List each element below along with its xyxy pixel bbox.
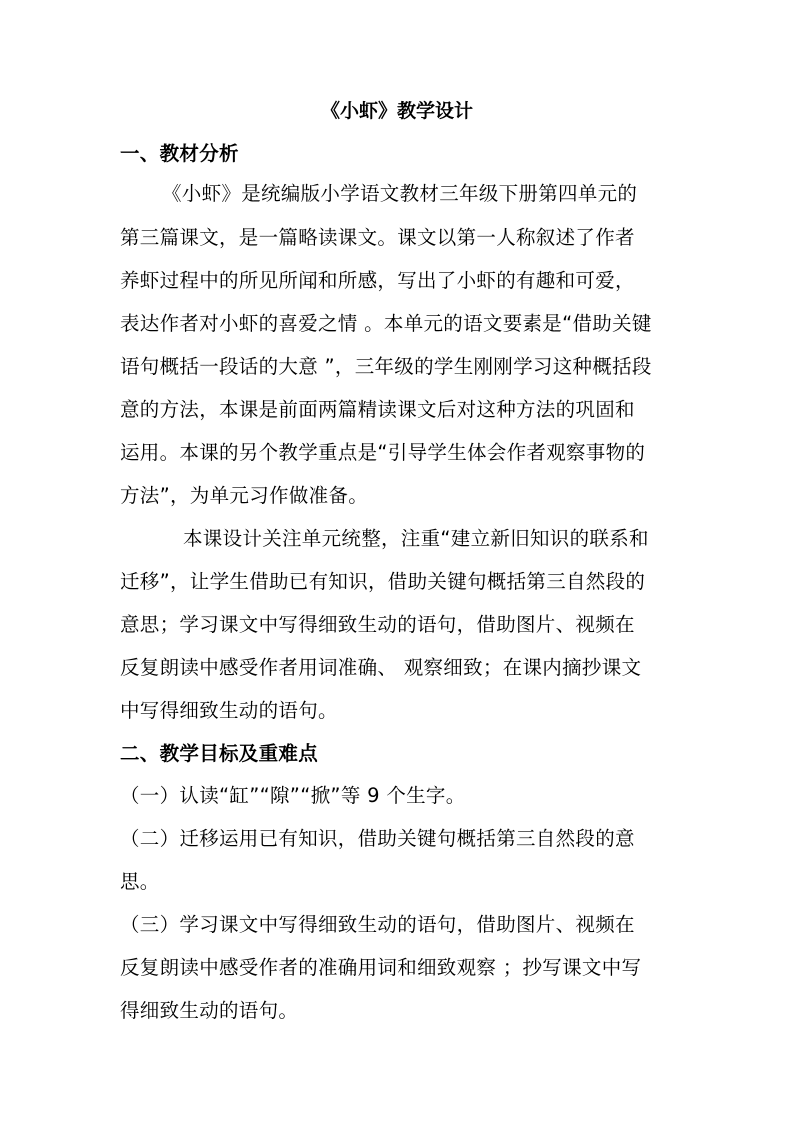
objective-item: （三）学习课文中写得细致生动的语句，借助图片、视频在 (120, 913, 635, 936)
paragraph-line: 养虾过程中的所见所闻和所感，写出了小虾的有趣和可爱， (120, 269, 635, 292)
paragraph-line: 《小虾》是统编版小学语文教材三年级下册第四单元的 (162, 182, 638, 205)
objective-item: 思。 (120, 870, 160, 893)
objective-item: （一）认读“缸”“隙”“掀”等 9 个生字。 (120, 784, 466, 807)
paragraph-line: 方法”，为单元习作做准备。 (120, 484, 369, 507)
objective-item: 反复朗读中感受作者的准确用词和细致观察 ；抄写课文中写 (120, 956, 642, 979)
paragraph-line: 意思；学习课文中写得细致生动的语句，借助图片、视频在 (120, 613, 635, 636)
objective-item: 得细致生动的语句。 (120, 999, 299, 1022)
paragraph-line: 迁移”，让学生借助已有知识，借助关键句概括第三自然段的 (120, 570, 646, 593)
paragraph-line: 表达作者对小虾的喜爱之情 。本单元的语文要素是“借助关键 (120, 312, 652, 335)
paragraph-line: 语句概括一段话的大意 ”，三年级的学生刚刚学习这种概括段 (120, 355, 652, 378)
section-heading-objectives: 二、教学目标及重难点 (120, 742, 319, 765)
document-title: 《小虾》教学设计 (320, 100, 473, 122)
paragraph-line: 中写得细致生动的语句。 (120, 699, 338, 722)
paragraph-line: 本课设计关注单元统整，注重“建立新旧知识的联系和 (183, 527, 649, 550)
objective-item: （二）迁移运用已有知识，借助关键句概括第三自然段的意 (120, 827, 635, 850)
paragraph-line: 运用。本课的另个教学重点是“引导学生体会作者观察事物的 (120, 441, 646, 464)
paragraph-line: 第三篇课文，是一篇略读课文。课文以第一人称叙述了作者 (120, 226, 635, 249)
paragraph-line: 意的方法，本课是前面两篇精读课文后对这种方法的巩固和 (120, 398, 635, 421)
section-heading-analysis: 一、教材分析 (120, 142, 239, 165)
paragraph-line: 反复朗读中感受作者用词准确、 观察细致；在课内摘抄课文 (120, 656, 642, 679)
